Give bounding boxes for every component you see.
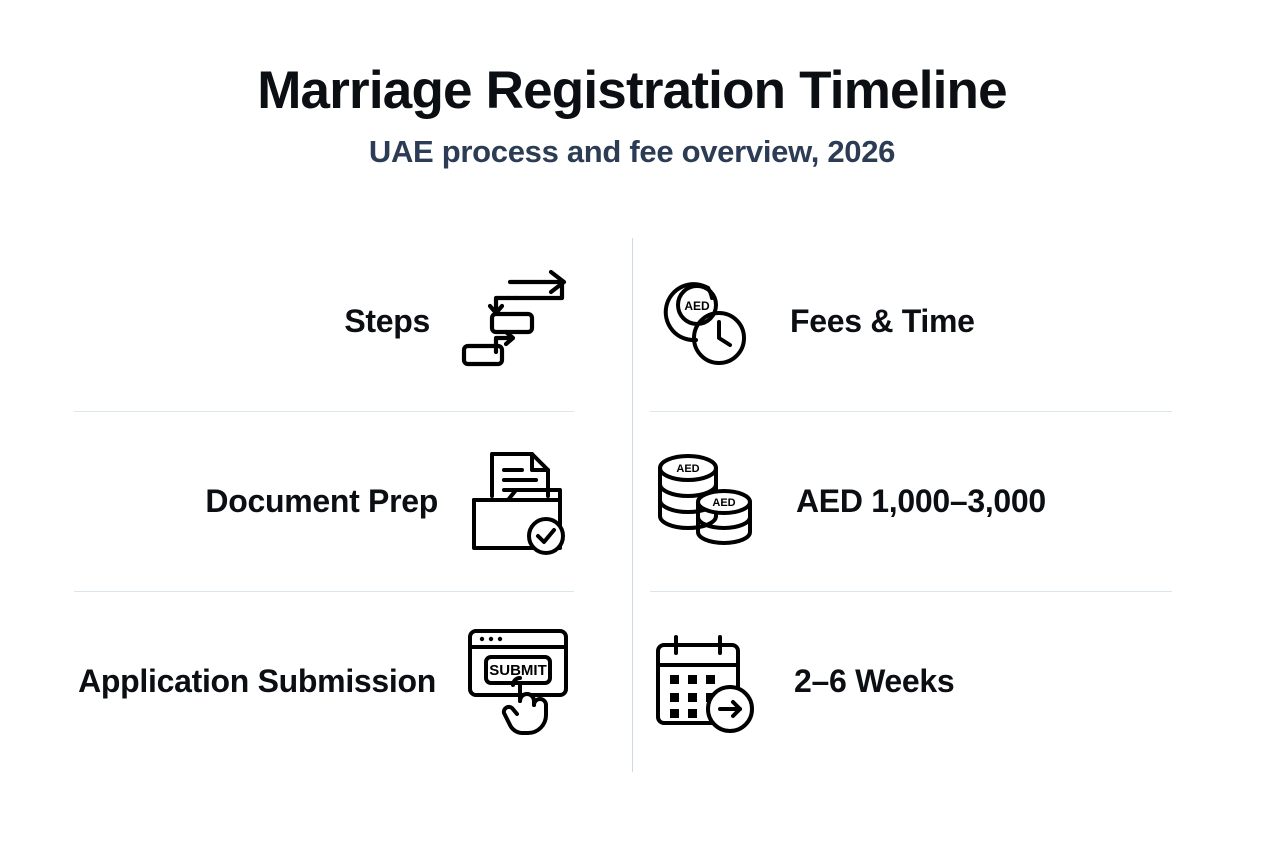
row-2-left <box>74 412 632 592</box>
folder-document-check-icon <box>464 444 574 560</box>
header <box>0 0 1264 170</box>
row-2-right <box>632 412 1190 592</box>
row-1-left <box>74 232 632 412</box>
page-title: Marriage Registration Timeline <box>257 61 1007 120</box>
content-grid <box>74 232 1190 772</box>
submit-button-cursor-icon <box>462 623 574 741</box>
row-3-left <box>74 592 632 772</box>
svg-text:SUBMIT: SUBMIT <box>489 662 547 679</box>
duration-label: 2–6 Weeks <box>794 663 955 700</box>
fee-amount-label: AED 1,000–3,000 <box>796 483 1046 520</box>
document-prep-label: Document Prep <box>205 483 438 520</box>
row-1-right <box>632 232 1190 412</box>
process-flow-arrow-icon <box>456 270 574 374</box>
aed-coin-stack-icon <box>650 446 762 558</box>
row-3-right <box>632 592 1190 772</box>
page-subtitle: UAE process and fee overview, 2026 <box>368 134 896 170</box>
steps-label: Steps <box>344 303 430 340</box>
svg-text:AED: AED <box>712 497 736 509</box>
calendar-arrow-icon <box>650 629 760 735</box>
application-submission-label: Application Submission <box>78 663 436 700</box>
fees-time-label: Fees & Time <box>790 303 975 340</box>
svg-text:AED: AED <box>684 299 710 313</box>
aed-coin-clock-icon <box>650 272 756 372</box>
svg-text:AED: AED <box>676 463 700 475</box>
